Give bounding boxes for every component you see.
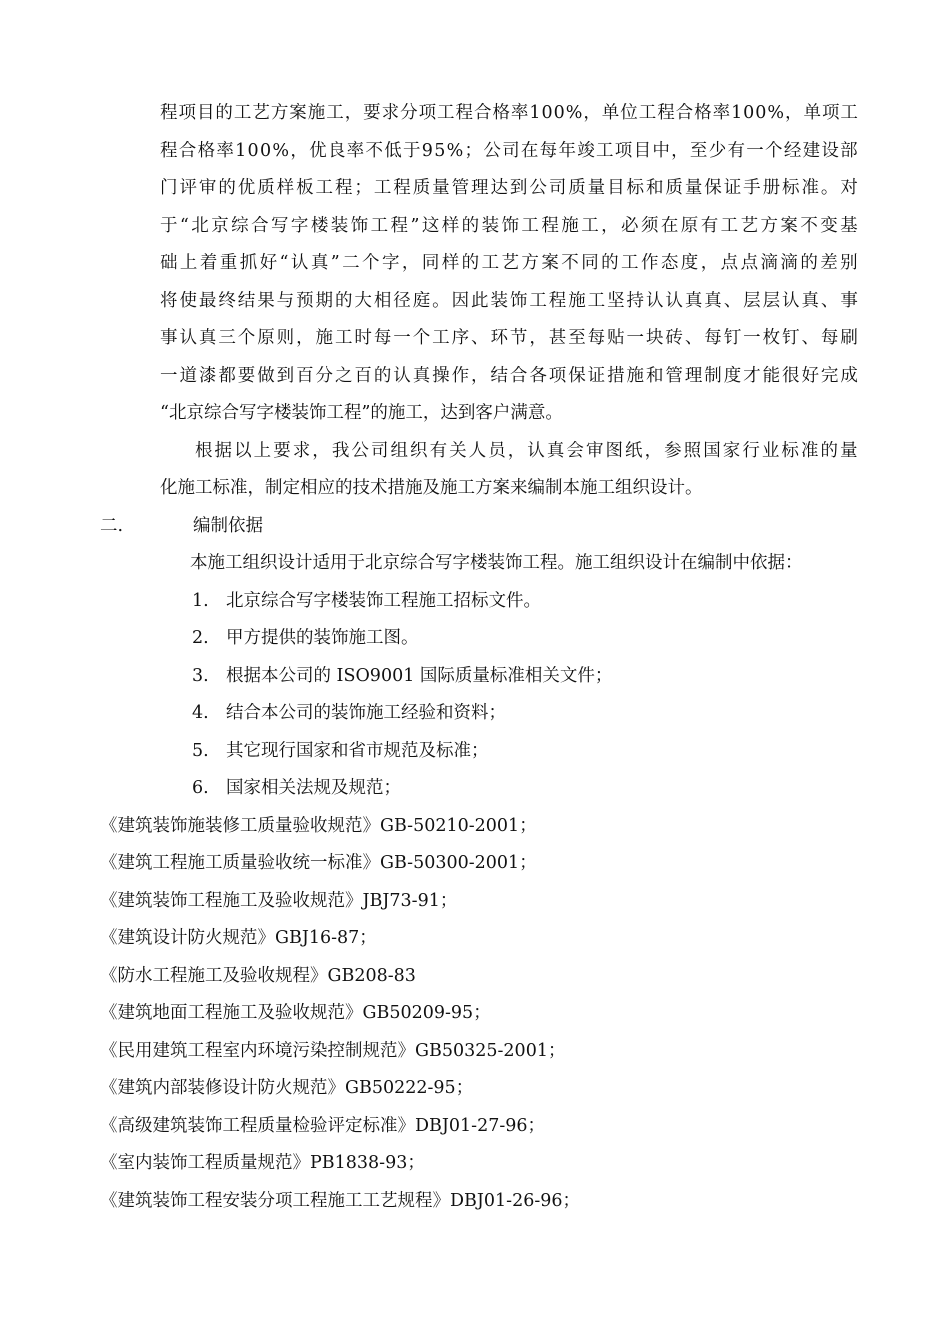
intro-line: 础 上 着 重 抓 好 “ 认 真 ” 二 个 字 ， 同 样 的 工 艺 方 案 不 同 的 工 作 态 度 ， 点 点 滴 滴 的 差 别	[160, 253, 858, 273]
paragraph-line: 根 据 以 上 要 求 ， 我 公 司 组 织 有 关 人 员 ， 认 真 会 审 图 纸 ， 参 照 国 家 行 业 标 准 的 量	[195, 441, 858, 461]
standard-item: 《建筑装饰工程施工及验收规范》JBJ73-91；	[100, 891, 458, 911]
standard-item: 《室内装饰工程质量规范》PB1838-93；	[100, 1153, 425, 1173]
standard-item: 《建筑工程施工质量验收统一标准》GB-50300-2001；	[100, 853, 537, 873]
section-title: 编制依据	[193, 516, 263, 536]
list-item-number: 3.	[192, 666, 209, 686]
list-item-text: 国家相关法规及规范；	[226, 778, 401, 798]
standard-item: 《民用建筑工程室内环境污染控制规范》GB50325-2001；	[100, 1041, 566, 1061]
intro-line: 一 道 漆 都 要 做 到 百 分 之 百 的 认 真 操 作 ， 结 合 各 项 保 证 措 施 和 管 理 制 度 才 能 很 好 完 成	[160, 366, 858, 386]
list-item-number: 2.	[192, 628, 209, 648]
intro-line: 门 评 审 的 优 质 样 板 工 程 ； 工 程 质 量 管 理 达 到 公 司 质 量 目 标 和 质 量 保 证 手 册 标 准 。 对	[160, 178, 858, 198]
standard-item: 《高级建筑装饰工程质量检验评定标准》DBJ01-27-96；	[100, 1116, 546, 1136]
list-item-number: 5.	[192, 741, 209, 761]
intro-line: 将 使 最 终 结 果 与 预 期 的 大 相 径 庭 。 因 此 装 饰 工 程 施 工 坚 持 认 认 真 真 、 层 层 认 真 、 事	[160, 291, 858, 311]
intro-line: 程 合 格 率 1 0 0 % ， 优 良 率 不 低 于 9 5 % ； 公 司 在 每 年 竣 工 项 目 中 ， 至 少 有 一 个 经 建 设 部	[160, 141, 858, 161]
list-item-number: 6.	[192, 778, 209, 798]
standard-item: 《建筑装饰施装修工质量验收规范》GB-50210-2001；	[100, 816, 537, 836]
intro-line: “北京综合写字楼装饰工程”的施工，达到客户满意。	[160, 403, 563, 423]
intro-line: 于 “ 北 京 综 合 写 字 楼 装 饰 工 程 ” 这 样 的 装 饰 工 程 施 工 ， 必 须 在 原 有 工 艺 方 案 不 变 基	[160, 216, 858, 236]
list-item-text: 北京综合写字楼装饰工程施工招标文件。	[226, 591, 541, 611]
intro-line: 事 认 真 三 个 原 则 ， 施 工 时 每 一 个 工 序 、 环 节 ， 甚 至 每 贴 一 块 砖 、 每 钉 一 枚 钉 、 每 刷	[160, 328, 858, 348]
list-item-text: 根据本公司的 ISO9001 国际质量标准相关文件；	[226, 666, 613, 686]
standard-item: 《建筑内部装修设计防火规范》GB50222-95；	[100, 1078, 474, 1098]
list-item-text: 其它现行国家和省市规范及标准；	[226, 741, 489, 761]
list-item-text: 结合本公司的装饰施工经验和资料；	[226, 703, 506, 723]
section-intro: 本施工组织设计适用于北京综合写字楼装饰工程。施工组织设计在编制中依据：	[190, 553, 803, 573]
list-item-text: 甲方提供的装饰施工图。	[226, 628, 419, 648]
section-number: 二.	[100, 516, 124, 536]
list-item-number: 4.	[192, 703, 209, 723]
paragraph-line: 化施工标准，制定相应的技术措施及施工方案来编制本施工组织设计。	[160, 478, 703, 498]
standard-item: 《建筑地面工程施工及验收规范》GB50209-95；	[100, 1003, 491, 1023]
standard-item: 《防水工程施工及验收规程》GB208-83	[100, 966, 416, 986]
intro-line: 程 项 目 的 工 艺 方 案 施 工 ， 要 求 分 项 工 程 合 格 率 1 0 0 % ， 单 位 工 程 合 格 率 1 0 0 % ， 单 项 工	[160, 103, 858, 123]
standard-item: 《建筑设计防火规范》GBJ16-87；	[100, 928, 377, 948]
standard-item: 《建筑装饰工程安装分项工程施工工艺规程》DBJ01-26-96；	[100, 1191, 581, 1211]
list-item-number: 1.	[192, 591, 209, 611]
